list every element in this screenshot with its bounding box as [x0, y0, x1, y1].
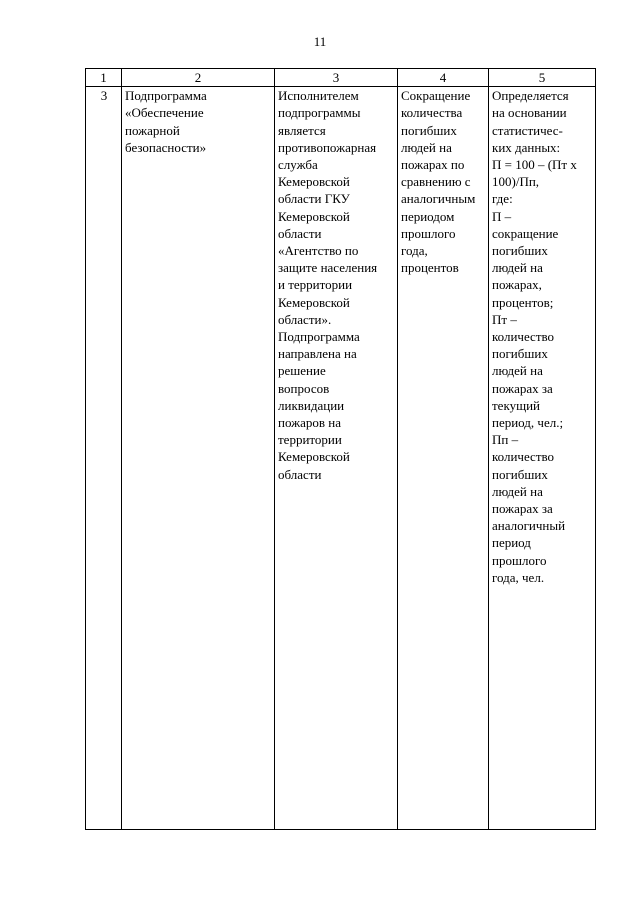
cell-executor-description	[275, 87, 398, 830]
column-header-3: 3	[275, 69, 398, 87]
cell-subprogram-name	[122, 87, 275, 830]
column-header-1: 1	[86, 69, 122, 87]
indicator-table	[85, 68, 596, 830]
page-number: 11	[313, 34, 327, 49]
cell-row-number	[86, 87, 122, 830]
calculation-method-text: Определяется на основании статистичес- ких данных: П = 100 – (Пт х 100)/Пп, где: П – сокращение погибших людей на пожарах, процентов; Пт – количество погибших людей на пожарах за текущий период, чел.; Пп – количество погибших людей на пожарах за аналогичный период прошлого года, чел.	[492, 88, 577, 585]
indicator-name-text: Сокращение количества погибших людей на пожарах по сравнению с аналогичным периодом прошлого года, процентов	[401, 88, 476, 276]
column-header-5: 5	[489, 69, 596, 87]
row-number-text: 3	[100, 88, 108, 104]
table-row	[86, 87, 596, 830]
column-header-2: 2	[122, 69, 275, 87]
cell-calculation-method	[489, 87, 596, 830]
subprogram-name-text: Подпрограмма «Обеспечение пожарной безопасности»	[125, 88, 207, 155]
column-header-4: 4	[398, 69, 489, 87]
cell-indicator-name	[398, 87, 489, 830]
table-header-row	[86, 69, 596, 87]
executor-description-text: Исполнителем подпрограммы является противопожарная служба Кемеровской области ГКУ Кемеровской области «Агентство по защите населения и территории Кемеровской области». Подпрограмма направлена на решение вопросов ликвидации пожаров на территории Кемеровской области	[278, 88, 378, 482]
